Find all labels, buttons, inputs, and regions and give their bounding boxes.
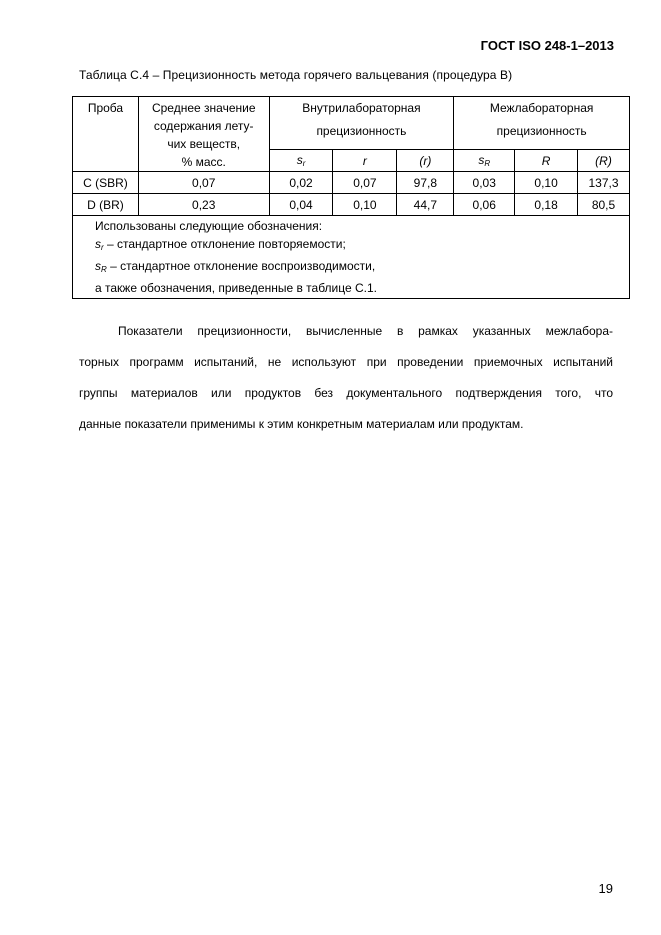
- table-header-row: [73, 97, 630, 150]
- cell-sample: D (BR): [73, 194, 139, 216]
- cell-mean: 0,23: [138, 194, 269, 216]
- header-r-rel: (r): [397, 150, 454, 172]
- document-id: ГОСТ ISO 248-1–2013: [480, 38, 614, 53]
- table-notes-row: [73, 216, 630, 299]
- header-mean-line: чих веществ,: [167, 137, 241, 151]
- header-R: R: [515, 150, 578, 172]
- table-row: [73, 194, 630, 216]
- notes-line: Использованы следующие обозначения:: [95, 219, 323, 233]
- header-mean-line: % масс.: [181, 155, 226, 169]
- table-caption: Таблица С.4 – Прецизионность метода горячего вальцевания (процедура В): [79, 68, 513, 82]
- header-interlab-line: прецизионность: [496, 124, 587, 138]
- header-mean-line: содержания лету-: [153, 119, 254, 133]
- cell-r: 0,07: [333, 172, 397, 194]
- notes-line-sr: $s_r$ – стандартное отклонение повторяемости;: [95, 237, 346, 252]
- notes-line: а также обозначения, приведенные в таблице С.1.: [95, 281, 377, 295]
- cell-R: 0,18: [515, 194, 578, 216]
- paragraph-line: данные показатели применимы к этим конкретным материалам или продуктам.: [79, 417, 524, 431]
- header-intralab: [269, 97, 454, 150]
- cell-R-rel: 80,5: [578, 194, 630, 216]
- header-r: r: [333, 150, 397, 172]
- precision-table: [72, 96, 630, 299]
- cell-R-rel: 137,3: [578, 172, 630, 194]
- notes-line-sR: $s_R$ – стандартное отклонение воспроизводимости,: [95, 259, 376, 274]
- cell-sr: 0,04: [269, 194, 333, 216]
- cell-sR: 0,03: [454, 172, 515, 194]
- header-interlab: [454, 97, 630, 150]
- cell-sR: 0,06: [454, 194, 515, 216]
- cell-R: 0,10: [515, 172, 578, 194]
- header-mean: [138, 97, 269, 172]
- cell-mean: 0,07: [138, 172, 269, 194]
- body-paragraph: [79, 316, 613, 440]
- paragraph-line: группы материалов или продуктов без документального подтверждения того, что: [79, 386, 613, 400]
- header-intralab-line: Внутрилабораторная: [302, 101, 421, 115]
- header-sr: $s_r$: [269, 150, 333, 172]
- cell-r-rel: 44,7: [397, 194, 454, 216]
- cell-r-rel: 97,8: [397, 172, 454, 194]
- cell-r: 0,10: [333, 194, 397, 216]
- header-interlab-line: Межлабораторная: [489, 101, 594, 115]
- header-sR: $s_R$: [454, 150, 515, 172]
- cell-sr: 0,02: [269, 172, 333, 194]
- paragraph-line: Показатели прецизионности, вычисленные в рамках указанных межлабора-: [118, 324, 613, 338]
- table-row: [73, 172, 630, 194]
- cell-sample: С (SBR): [73, 172, 139, 194]
- paragraph-line: торных программ испытаний, не используют при проведении приемочных испытаний: [79, 355, 613, 369]
- table-notes: [73, 216, 630, 299]
- header-intralab-line: прецизионность: [316, 124, 407, 138]
- header-sample: Проба: [73, 97, 139, 172]
- header-R-rel: (R): [578, 150, 630, 172]
- page-number: 19: [598, 881, 613, 896]
- header-mean-line: Среднее значение: [151, 101, 256, 115]
